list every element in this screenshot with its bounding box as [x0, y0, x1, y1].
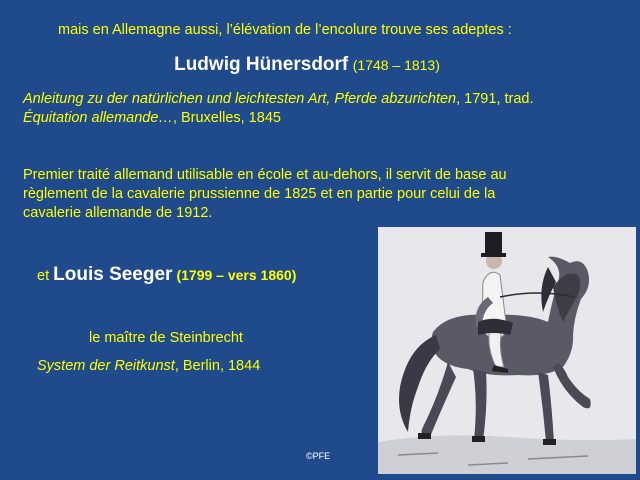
horse-rider-image	[378, 227, 636, 474]
person1-work-line	[23, 90, 534, 109]
description-line: Premier traité allemand utilisable en école et au-dehors, il servit de base au	[23, 167, 507, 183]
horse-rider-engraving-icon	[378, 227, 636, 474]
intro-text: mais en Allemagne aussi, l’élévation de l’encolure trouve ses adeptes :	[58, 22, 512, 38]
person2-dates: (1799 – vers 1860)	[176, 267, 297, 283]
description-line: cavalerie allemande de 1912.	[23, 205, 213, 221]
person1-heading	[0, 54, 614, 76]
person2-work	[37, 358, 260, 374]
person1-translation-line	[23, 109, 534, 128]
person1-works	[23, 90, 534, 128]
description-line: règlement de la cavalerie prussienne de 1825 et en partie pour celui de la	[23, 186, 496, 202]
person2-name: Louis Seeger	[53, 264, 173, 285]
person2-heading	[37, 264, 296, 286]
person1-work-rest: , 1791, trad.	[456, 91, 534, 107]
person2-work-title: System der Reitkunst	[37, 358, 175, 374]
person1-translation-title: Équitation allemande…	[23, 110, 173, 126]
person2-work-rest: , Berlin, 1844	[174, 358, 261, 374]
person1-description	[23, 166, 507, 223]
person2-prefix: et	[37, 268, 54, 284]
person2-role: le maître de Steinbrecht	[89, 330, 243, 346]
person1-dates: (1748 – 1813)	[352, 57, 440, 73]
person1-translation-rest: , Bruxelles, 1845	[172, 110, 281, 126]
copyright: ©PFE	[306, 451, 331, 461]
person1-name: Ludwig Hünersdorf	[174, 54, 349, 75]
person1-work-title: Anleitung zu der natürlichen und leichtesten Art, Pferde abzurichten	[23, 91, 457, 107]
